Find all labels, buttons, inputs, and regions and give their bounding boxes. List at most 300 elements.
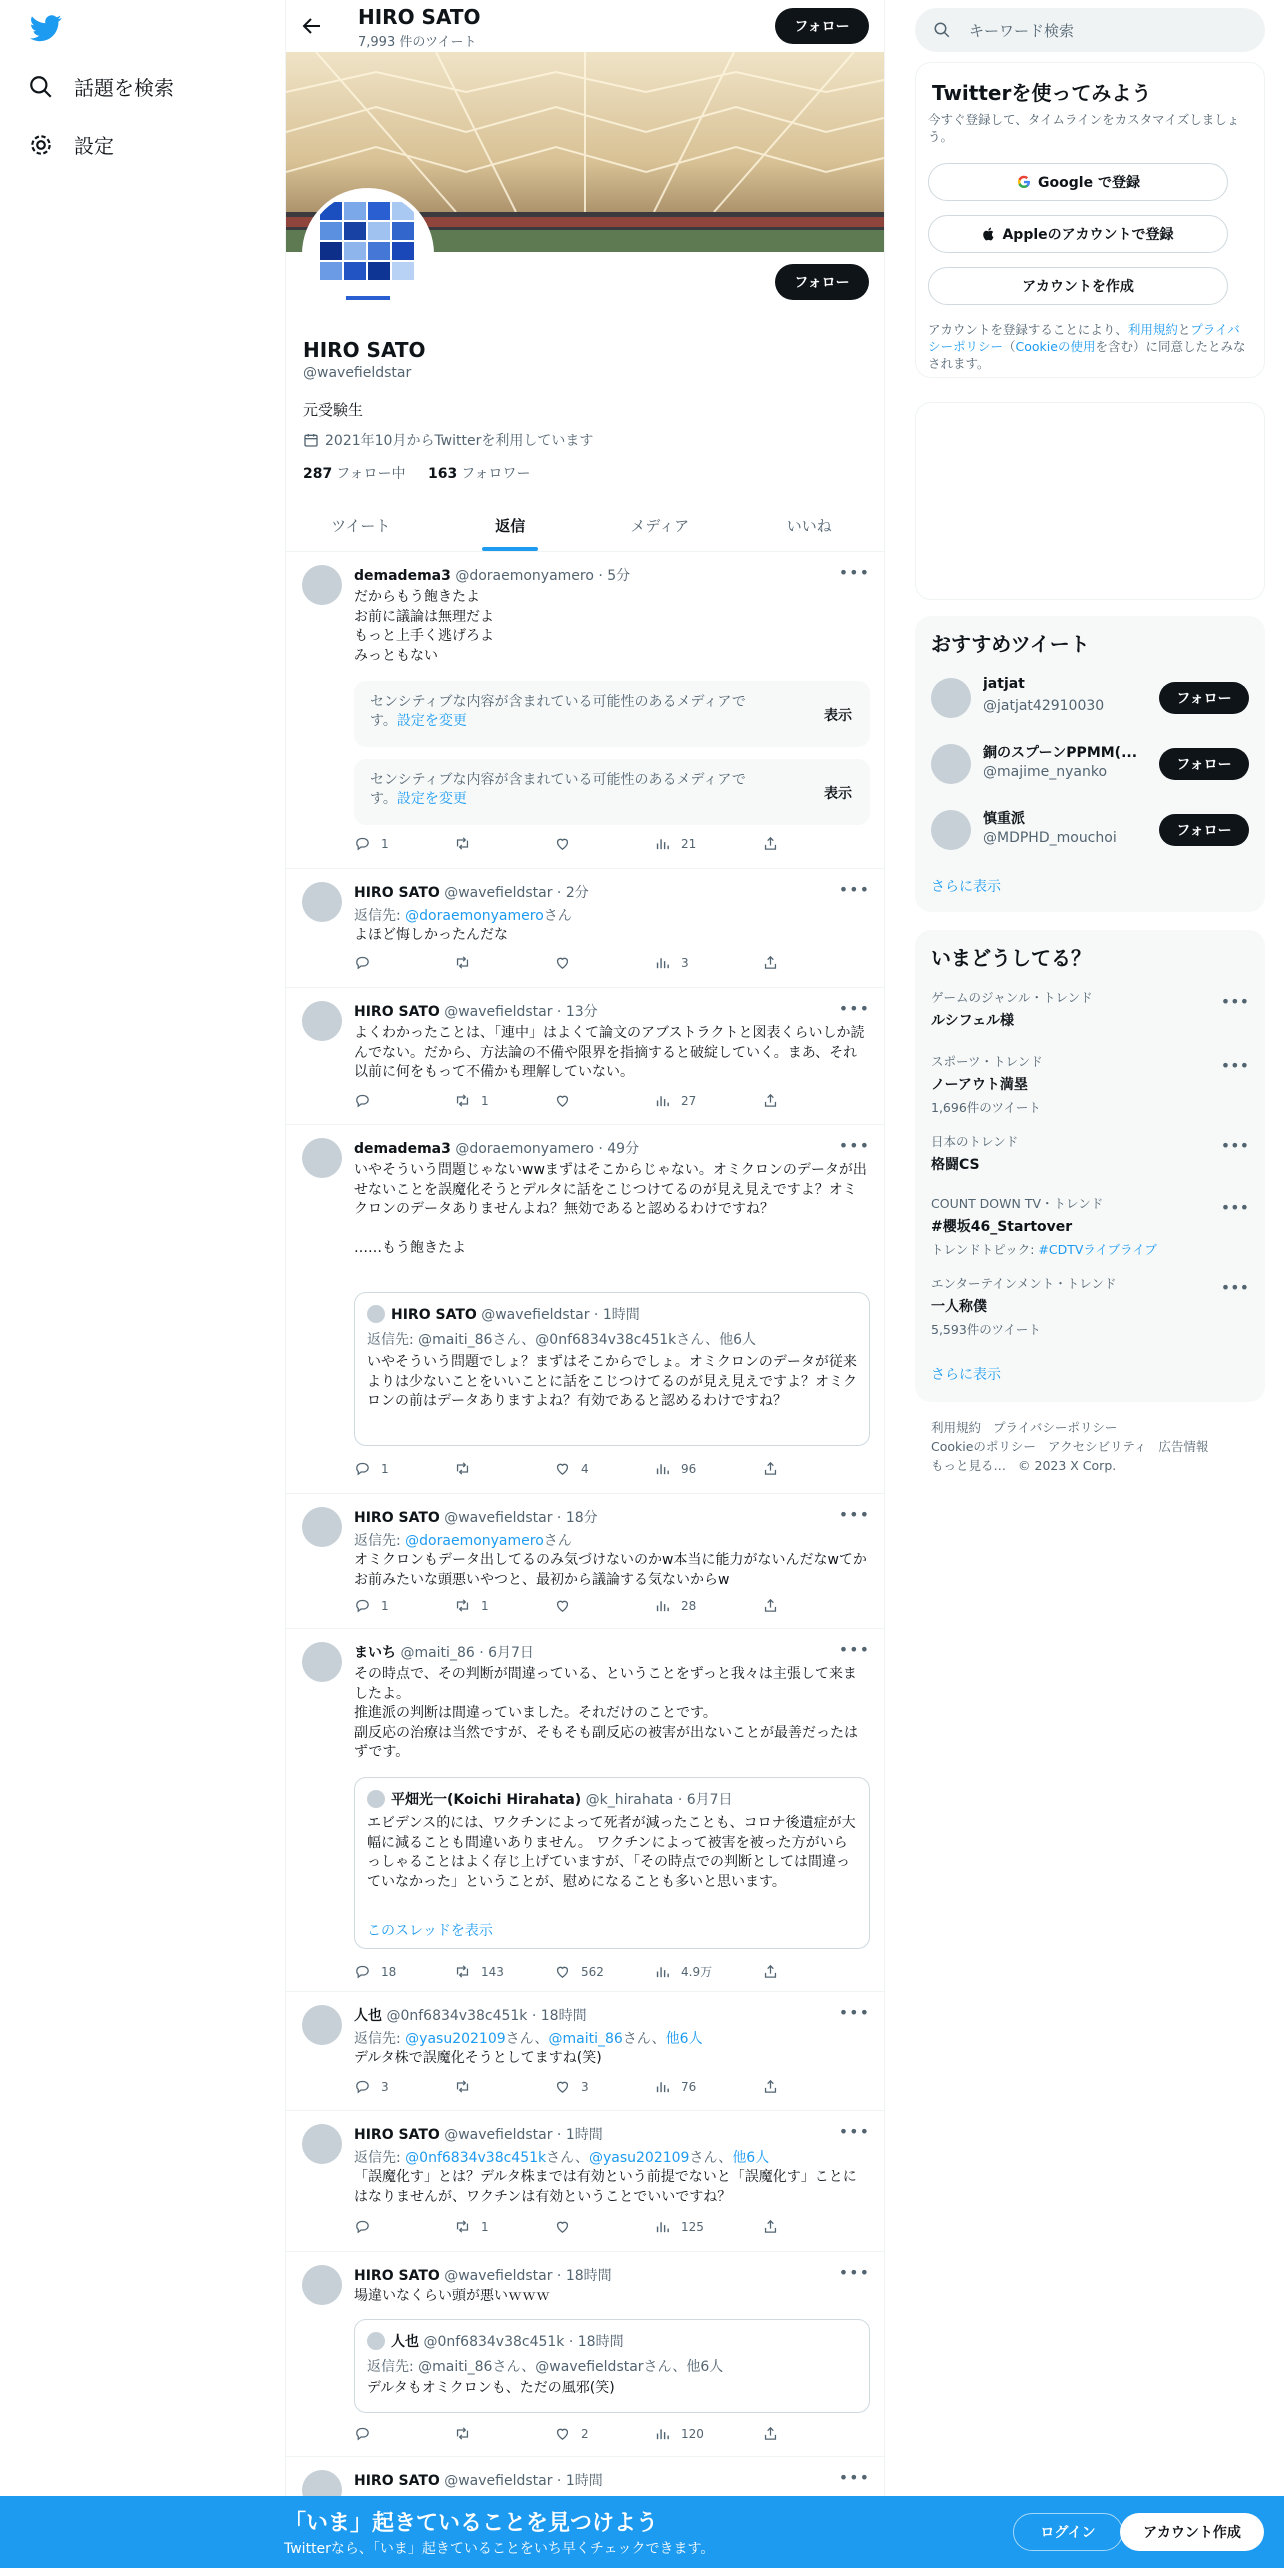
quoted-tweet[interactable] bbox=[354, 1292, 870, 1446]
privacy-link[interactable]: プライバシーポリシー bbox=[928, 322, 1240, 354]
reply-to-link[interactable]: @yasu202109 bbox=[405, 2031, 506, 2047]
tweet-item[interactable] bbox=[286, 1993, 884, 2111]
profile-header-bar bbox=[286, 0, 884, 52]
views-icon bbox=[654, 1092, 671, 1109]
more-options-icon[interactable]: ••• bbox=[1220, 1198, 1249, 1217]
tweet-avatar[interactable] bbox=[302, 1642, 342, 1682]
quoted-text: デルタもオミクロンも、ただの風邪(笑) bbox=[367, 2380, 615, 2396]
share-action[interactable] bbox=[762, 1460, 789, 1477]
nav-settings-label: 設定 bbox=[74, 134, 114, 158]
tab-likes[interactable]: いいね bbox=[786, 517, 832, 535]
tweet-actions bbox=[354, 954, 804, 974]
reply-action[interactable] bbox=[354, 835, 389, 852]
quoted-tweet[interactable] bbox=[354, 1777, 870, 1949]
tweet-actions bbox=[354, 1460, 804, 1480]
tweet-item[interactable] bbox=[286, 1630, 884, 1992]
back-arrow-icon[interactable] bbox=[300, 14, 324, 38]
profile-bio: 元受験生 bbox=[303, 401, 364, 419]
like-action[interactable] bbox=[554, 2078, 589, 2095]
trend-category: スポーツ・トレンド bbox=[931, 1054, 1043, 1069]
like-action[interactable] bbox=[554, 954, 581, 971]
signup-subtitle: 今すぐ登録して、タイムラインをカスタマイズしましょう。 bbox=[928, 112, 1240, 144]
tweet-meta: @wavefieldstar · 1時間 bbox=[444, 2127, 603, 2143]
share-action[interactable] bbox=[762, 2078, 789, 2095]
tweet-avatar[interactable] bbox=[302, 1507, 342, 1547]
calendar-icon bbox=[303, 432, 319, 448]
tweet-item[interactable] bbox=[286, 1126, 884, 1494]
retweet-count: 1 bbox=[481, 1598, 489, 1613]
rec-user[interactable] bbox=[931, 806, 1249, 854]
more-options-icon[interactable]: ••• bbox=[838, 563, 870, 582]
quoted-author-name: HIRO SATO bbox=[391, 1307, 477, 1323]
tweet-text: よほど悔しかったんだな bbox=[354, 927, 508, 943]
tweet-text: オミクロンもデータ出してるのみ気づけないのかw本当に能力がないんだなwてかお前みたいな頭悪いやつと、最初から議論する気ないからw bbox=[354, 1552, 867, 1588]
tab-tweets[interactable]: ツイート bbox=[331, 517, 391, 535]
views-action[interactable] bbox=[654, 2078, 696, 2095]
share-icon bbox=[762, 2425, 779, 2442]
reply-prefix: 返信先: bbox=[354, 2031, 406, 2047]
trend-item[interactable] bbox=[931, 1274, 1249, 1338]
tweet-author-name[interactable]: HIRO SATO bbox=[354, 2268, 440, 2284]
reply-count: 1 bbox=[381, 836, 389, 851]
apple-signup-label: Appleのアカウントで登録 bbox=[1002, 227, 1174, 243]
tweet-item[interactable] bbox=[286, 2253, 884, 2457]
footer-link[interactable]: アクセシビリティ bbox=[1047, 1439, 1147, 1454]
google-icon bbox=[1016, 174, 1032, 190]
rec-title: おすすめツイート bbox=[931, 632, 1090, 656]
rec-user[interactable] bbox=[931, 674, 1249, 722]
trend-count: 5,593件のツイート bbox=[931, 1322, 1041, 1337]
more-options-icon[interactable]: ••• bbox=[838, 2003, 870, 2022]
footer-link[interactable]: 利用規約 bbox=[931, 1420, 982, 1435]
views-action[interactable] bbox=[654, 2425, 704, 2442]
retweet-count: 143 bbox=[481, 1964, 504, 1979]
reply-to-link[interactable]: @doraemonyamero bbox=[405, 1533, 544, 1549]
tweet-avatar[interactable] bbox=[302, 1001, 342, 1041]
retweet-action[interactable] bbox=[454, 1597, 489, 1614]
views-action[interactable] bbox=[654, 1092, 696, 1109]
quoted-reply-line: 返信先: @maiti_86さん、@0nf6834v38c451kさん、他6人 bbox=[367, 1332, 757, 1348]
share-action[interactable] bbox=[762, 1963, 789, 1980]
rec-user-handle: @majime_nyanko bbox=[983, 764, 1108, 780]
like-icon bbox=[554, 2218, 571, 2235]
views-count: 28 bbox=[681, 1598, 697, 1613]
main-column bbox=[285, 0, 885, 2568]
footer-links bbox=[931, 1418, 1220, 1475]
views-count: 76 bbox=[681, 2079, 697, 2094]
apple-icon bbox=[982, 226, 996, 242]
rec-show-more-link[interactable]: さらに表示 bbox=[931, 879, 1001, 895]
views-icon bbox=[654, 835, 671, 852]
retweet-icon bbox=[454, 2218, 471, 2235]
views-count: 96 bbox=[681, 1461, 697, 1476]
retweet-icon bbox=[454, 1460, 471, 1477]
quoted-text: いやそういう問題でしょ？まずはそこからでしょ。オミクロンのデータが従来よりは少ないことをいいことに話をこじつけてるのが見え見えですよ？オミクロンの前はデータありますよね？有効であると認めるわけですね？ bbox=[367, 1354, 857, 1409]
profile-avatar[interactable] bbox=[302, 188, 434, 320]
tweet-avatar[interactable] bbox=[302, 882, 342, 922]
like-action[interactable] bbox=[554, 1460, 589, 1477]
sensitive-text: センシティブな内容が含まれている可能性のあるメディアです。 bbox=[370, 694, 746, 729]
quoted-tweet[interactable] bbox=[354, 2319, 870, 2413]
bottom-signup-bar bbox=[0, 2496, 1284, 2568]
tweet-text: その時点で、その判断が間違っている、ということをずっと我々は主張して来ましたよ。 推進派の判断は間違っていました。それだけのことです。 副反応の治療は当然ですが、そもそも副反応の被害が出ないことが最善だったはずです。 bbox=[354, 1666, 858, 1760]
more-options-icon[interactable]: ••• bbox=[838, 1640, 870, 1659]
cookie-link[interactable]: Cookieの使用 bbox=[1015, 339, 1096, 354]
tab-replies[interactable]: 返信 bbox=[436, 500, 586, 551]
who-to-follow-panel bbox=[915, 616, 1265, 912]
reply-separator: さん、 bbox=[505, 2031, 549, 2047]
trend-topic-link[interactable]: #CDTVライブライブ bbox=[1038, 1242, 1157, 1257]
trend-title: ノーアウト満塁 bbox=[931, 1077, 1028, 1093]
like-action[interactable] bbox=[554, 1597, 581, 1614]
tweet-author-name[interactable]: demadema3 bbox=[354, 1141, 451, 1157]
rec-user-name[interactable]: jatjat bbox=[983, 676, 1025, 692]
reply-action[interactable] bbox=[354, 954, 381, 971]
share-icon bbox=[762, 1963, 779, 1980]
more-options-icon[interactable]: ••• bbox=[1220, 1278, 1249, 1297]
reply-prefix: 返信先: bbox=[354, 908, 406, 924]
tweet-actions bbox=[354, 1092, 804, 1112]
reply-prefix: 返信先: bbox=[354, 1533, 406, 1549]
like-icon bbox=[554, 1092, 571, 1109]
trend-topic-prefix: トレンドトピック: bbox=[931, 1242, 1039, 1257]
bottom-bar-title: 「いま」起きていることを見つけよう bbox=[284, 2511, 659, 2536]
header-name: HIRO SATO bbox=[358, 5, 481, 29]
reply-count: 3 bbox=[381, 2079, 389, 2094]
share-action[interactable] bbox=[762, 1092, 789, 1109]
header-follow-button[interactable]: フォロー bbox=[775, 8, 869, 44]
footer-more-link[interactable]: もっと見る… bbox=[931, 1458, 1007, 1473]
tweet-meta: @wavefieldstar · 2分 bbox=[444, 885, 589, 901]
trend-item[interactable] bbox=[931, 1132, 1249, 1174]
retweet-action[interactable] bbox=[454, 2425, 481, 2442]
reply-icon bbox=[354, 2078, 371, 2095]
tweet-author-line bbox=[354, 565, 630, 585]
share-icon bbox=[762, 2078, 779, 2095]
avatar[interactable] bbox=[931, 810, 971, 850]
like-icon bbox=[554, 1597, 571, 1614]
share-action[interactable] bbox=[762, 1597, 789, 1614]
like-action[interactable] bbox=[554, 1963, 604, 1980]
show-media-button[interactable]: 表示 bbox=[824, 786, 852, 802]
reply-action[interactable] bbox=[354, 1460, 389, 1477]
tweet-item[interactable] bbox=[286, 870, 884, 988]
reply-to-link[interactable]: @0nf6834v38c451k bbox=[405, 2150, 547, 2166]
trend-title: 一人称僕 bbox=[931, 1299, 987, 1315]
reply-icon bbox=[354, 835, 371, 852]
share-action[interactable] bbox=[762, 2218, 789, 2235]
like-count: 4 bbox=[581, 1461, 589, 1476]
tweet-item[interactable] bbox=[286, 989, 884, 1125]
trend-item[interactable] bbox=[931, 988, 1249, 1030]
tweet-author-name[interactable]: 人也 bbox=[354, 2008, 382, 2024]
views-icon bbox=[654, 2078, 671, 2095]
views-count: 27 bbox=[681, 1093, 697, 1108]
reply-action[interactable] bbox=[354, 1092, 381, 1109]
reply-action[interactable] bbox=[354, 2425, 381, 2442]
trend-item[interactable] bbox=[931, 1052, 1249, 1116]
more-options-icon[interactable]: ••• bbox=[1220, 1056, 1249, 1075]
followers-link[interactable] bbox=[428, 466, 531, 482]
login-button[interactable]: ログイン bbox=[1013, 2513, 1123, 2551]
rec-follow-button[interactable]: フォロー bbox=[1159, 682, 1249, 714]
change-settings-link[interactable]: 設定を変更 bbox=[396, 713, 467, 729]
quoted-reply-line: 返信先: @maiti_86さん、@wavefieldstarさん、他6人 bbox=[367, 2359, 724, 2375]
tweet-meta: @wavefieldstar · 18分 bbox=[444, 1510, 598, 1526]
terms-text: と bbox=[1177, 322, 1191, 337]
reply-icon bbox=[354, 1460, 371, 1477]
quoted-meta: @k_hirahata · 6月7日 bbox=[585, 1792, 733, 1808]
copyright: © 2023 X Corp. bbox=[1018, 1458, 1117, 1473]
more-options-icon[interactable]: ••• bbox=[838, 1505, 870, 1524]
retweet-icon bbox=[454, 835, 471, 852]
header-tweet-count: 7,993 件のツイート bbox=[358, 35, 477, 50]
tweet-author-name[interactable]: demadema3 bbox=[354, 568, 451, 584]
tweet-text: いやそういう問題じゃないwwまずはそこからじゃない。オミクロンのデータが出せないことを誤魔化そうとデルタに話をこじつけてるのが見え見えですよ？オミクロンのデータありませんよね？無効であると認めるわけですね？ ……もう飽きたよ bbox=[354, 1162, 867, 1256]
like-action[interactable] bbox=[554, 1092, 581, 1109]
reply-count: 18 bbox=[381, 1964, 397, 1979]
tweet-author-name[interactable]: HIRO SATO bbox=[354, 885, 440, 901]
quoted-author-name: 平畑光一(Koichi Hirahata) bbox=[391, 1792, 582, 1808]
nav-explore[interactable] bbox=[28, 72, 174, 101]
like-action[interactable] bbox=[554, 2425, 589, 2442]
retweet-action[interactable] bbox=[454, 2078, 481, 2095]
share-action[interactable] bbox=[762, 2425, 789, 2442]
tweet-text: だからもう飽きたよ お前に議論は無理だよ もっと上手く逃げろよ みっともない bbox=[354, 589, 494, 664]
views-icon bbox=[654, 1963, 671, 1980]
reply-icon bbox=[354, 1092, 371, 1109]
tweet-avatar[interactable] bbox=[302, 2005, 342, 2045]
search-icon bbox=[933, 21, 951, 39]
signup-button[interactable]: アカウント作成 bbox=[1120, 2513, 1264, 2551]
like-icon bbox=[554, 2425, 571, 2442]
terms-link[interactable]: 利用規約 bbox=[1127, 322, 1178, 337]
sensitive-media-notice bbox=[354, 681, 870, 747]
reply-separator: さん、 bbox=[546, 2150, 589, 2166]
reply-action[interactable] bbox=[354, 1963, 396, 1980]
avatar[interactable] bbox=[931, 744, 971, 784]
share-action[interactable] bbox=[762, 954, 789, 971]
tweet-meta: @wavefieldstar · 1時間 bbox=[444, 2473, 603, 2489]
retweet-action[interactable] bbox=[454, 1963, 504, 1980]
retweet-icon bbox=[454, 2425, 471, 2442]
views-count: 4.9万 bbox=[681, 1965, 713, 1979]
more-options-icon[interactable]: ••• bbox=[1220, 992, 1249, 1011]
trends-title: いまどうしてる？ bbox=[931, 946, 1091, 970]
views-icon bbox=[654, 2218, 671, 2235]
share-icon bbox=[762, 1460, 779, 1477]
rec-user[interactable] bbox=[931, 740, 1249, 788]
google-signup-button[interactable] bbox=[928, 163, 1228, 201]
like-action[interactable] bbox=[554, 2218, 581, 2235]
tweet-author-name[interactable]: HIRO SATO bbox=[354, 2473, 440, 2489]
reply-action[interactable] bbox=[354, 2078, 389, 2095]
profile-handle: @wavefieldstar bbox=[303, 365, 412, 381]
following-count: 287 bbox=[303, 466, 333, 482]
like-count: 2 bbox=[581, 2426, 589, 2441]
trend-title: 格闘CS bbox=[931, 1157, 980, 1173]
show-thread-link[interactable]: このスレッドを表示 bbox=[367, 1923, 493, 1939]
tweet-text: 場違いなくらい頭が悪いｗｗｗ bbox=[354, 2288, 550, 2304]
signup-title: Twitterを使ってみよう bbox=[932, 81, 1152, 105]
like-count: 3 bbox=[581, 2079, 589, 2094]
reply-action[interactable] bbox=[354, 2218, 381, 2235]
tweet-item[interactable] bbox=[286, 553, 884, 869]
share-action[interactable] bbox=[762, 835, 789, 852]
avatar[interactable] bbox=[931, 678, 971, 718]
search-box[interactable] bbox=[915, 8, 1265, 52]
tweet-item[interactable] bbox=[286, 1495, 884, 1629]
rec-user-handle: @jatjat42910030 bbox=[983, 698, 1105, 714]
followers-count: 163 bbox=[428, 466, 458, 482]
profile-join-date bbox=[303, 430, 593, 450]
right-sidebar bbox=[915, 0, 1265, 1500]
views-action[interactable] bbox=[654, 1460, 696, 1477]
tweet-actions bbox=[354, 2218, 804, 2238]
reply-to-link[interactable]: @maiti_86 bbox=[548, 2031, 623, 2047]
footer-link[interactable]: プライバシーポリシー bbox=[993, 1420, 1118, 1435]
reply-count: 1 bbox=[381, 1598, 389, 1613]
share-icon bbox=[762, 954, 779, 971]
tweet-text: デルタ株で誤魔化そうとしてますね(笑) bbox=[354, 2050, 602, 2066]
footer-link[interactable]: 広告情報 bbox=[1158, 1439, 1209, 1454]
tweet-actions bbox=[354, 835, 804, 855]
rec-user-name[interactable]: 慎重派 bbox=[983, 811, 1025, 827]
more-options-icon[interactable]: ••• bbox=[838, 2122, 870, 2141]
following-label: フォロー中 bbox=[336, 466, 406, 482]
reply-others-link[interactable]: 他6人 bbox=[665, 2031, 703, 2047]
views-action[interactable] bbox=[654, 835, 696, 852]
retweet-action[interactable] bbox=[454, 954, 481, 971]
more-options-icon[interactable]: ••• bbox=[838, 2468, 870, 2487]
reply-others-link[interactable]: 他6人 bbox=[732, 2150, 770, 2166]
reply-icon bbox=[354, 1597, 371, 1614]
tweet-meta: @maiti_86 · 6月7日 bbox=[400, 1645, 534, 1661]
views-action[interactable] bbox=[654, 954, 689, 971]
tweet-meta: @0nf6834v38c451k · 18時間 bbox=[386, 2008, 587, 2024]
more-options-icon[interactable]: ••• bbox=[838, 880, 870, 899]
retweet-action[interactable] bbox=[454, 2218, 489, 2235]
profile-follow-stats bbox=[303, 463, 531, 483]
reply-prefix: 返信先: bbox=[354, 2150, 406, 2166]
quoted-text: エビデンス的には、ワクチンによって死者が減ったことも、コロナ後遺症が大幅に減ることも間違いありません。 ワクチンによって被害を被った方がいらっしゃることはよく存じ上げていますが、「その時点での判断としては間違っていなかった」ということが、慰めになることも多いと思います。 bbox=[367, 1815, 856, 1890]
empty-panel bbox=[915, 402, 1265, 600]
views-count: 120 bbox=[681, 2426, 704, 2441]
share-icon bbox=[762, 2218, 779, 2235]
tweet-author-name[interactable]: HIRO SATO bbox=[354, 1510, 440, 1526]
change-settings-link[interactable]: 設定を変更 bbox=[396, 791, 467, 807]
tweet-author-name[interactable]: HIRO SATO bbox=[354, 1004, 440, 1020]
terms-text: （ bbox=[1003, 339, 1016, 354]
tweet-avatar[interactable] bbox=[302, 565, 342, 605]
reply-to-line bbox=[354, 905, 572, 925]
reply-separator: さん、 bbox=[689, 2150, 733, 2166]
trend-category: 日本のトレンド bbox=[931, 1134, 1019, 1149]
quoted-meta: @wavefieldstar · 1時間 bbox=[481, 1307, 640, 1323]
like-icon bbox=[554, 835, 571, 852]
retweet-icon bbox=[454, 1597, 471, 1614]
views-icon bbox=[654, 954, 671, 971]
nav-settings[interactable] bbox=[28, 130, 114, 159]
terms-text: アカウントを登録することにより、 bbox=[928, 322, 1128, 337]
reply-separator: さん、 bbox=[622, 2031, 666, 2047]
tweet-item[interactable] bbox=[286, 2112, 884, 2252]
trend-title: ルシフェル様 bbox=[931, 1013, 1014, 1029]
reply-to-link[interactable]: @yasu202109 bbox=[588, 2150, 690, 2166]
trends-show-more-link[interactable]: さらに表示 bbox=[931, 1367, 1001, 1383]
footer-link[interactable]: Cookieのポリシー bbox=[931, 1439, 1036, 1454]
views-action[interactable] bbox=[654, 1963, 712, 1980]
sensitive-media-notice bbox=[354, 759, 870, 825]
retweet-action[interactable] bbox=[454, 1092, 489, 1109]
reply-to-line bbox=[354, 2147, 769, 2167]
rec-follow-button[interactable]: フォロー bbox=[1159, 748, 1249, 780]
views-action[interactable] bbox=[654, 1597, 696, 1614]
retweet-count: 1 bbox=[481, 2219, 489, 2234]
tweet-meta: @doraemonyamero · 5分 bbox=[455, 568, 631, 584]
quoted-meta: @0nf6834v38c451k · 18時間 bbox=[423, 2334, 624, 2350]
twitter-bird-logo-icon[interactable] bbox=[30, 12, 62, 44]
following-link[interactable] bbox=[303, 466, 406, 482]
reply-suffix: さん bbox=[543, 908, 572, 924]
tweet-author-name[interactable]: まいち bbox=[354, 1645, 396, 1661]
tweet-avatar[interactable] bbox=[302, 2265, 342, 2305]
retweet-icon bbox=[454, 1092, 471, 1109]
rec-follow-button[interactable]: フォロー bbox=[1159, 814, 1249, 846]
views-action[interactable] bbox=[654, 2218, 704, 2235]
tweet-item[interactable] bbox=[286, 2458, 884, 2496]
reply-to-link[interactable]: @doraemonyamero bbox=[405, 908, 544, 924]
like-action[interactable] bbox=[554, 835, 581, 852]
search-input[interactable]: キーワード検索 bbox=[969, 21, 1075, 40]
signup-panel bbox=[915, 62, 1265, 378]
nav-explore-label: 話題を検索 bbox=[74, 76, 174, 100]
retweet-action[interactable] bbox=[454, 1460, 481, 1477]
retweet-icon bbox=[454, 954, 471, 971]
more-options-icon[interactable]: ••• bbox=[838, 1136, 870, 1155]
profile-follow-button[interactable]: フォロー bbox=[775, 264, 869, 300]
reply-action[interactable] bbox=[354, 1597, 389, 1614]
share-icon bbox=[762, 1597, 779, 1614]
apple-signup-button[interactable] bbox=[928, 215, 1228, 253]
views-icon bbox=[654, 1460, 671, 1477]
reply-suffix: さん bbox=[543, 1533, 572, 1549]
tweet-actions bbox=[354, 2078, 804, 2098]
retweet-icon bbox=[454, 2078, 471, 2095]
trend-topic bbox=[931, 1240, 1249, 1258]
more-options-icon[interactable]: ••• bbox=[838, 999, 870, 1018]
trend-item[interactable] bbox=[931, 1194, 1249, 1258]
tweet-avatar[interactable] bbox=[302, 1138, 342, 1178]
share-icon bbox=[762, 835, 779, 852]
create-account-button[interactable]: アカウントを作成 bbox=[928, 267, 1228, 305]
tweet-author-name[interactable]: HIRO SATO bbox=[354, 2127, 440, 2143]
tweet-text: 「誤魔化す」とは？デルタ株までは有効という前提でないと「誤魔化す」ことにはなりませんが、ワクチンは有効ということでいいですね？ bbox=[354, 2169, 857, 2205]
retweet-count: 1 bbox=[481, 1093, 489, 1108]
rec-user-name[interactable]: 銅のスプーンPPMM(... bbox=[983, 745, 1138, 761]
more-options-icon[interactable]: ••• bbox=[1220, 1136, 1249, 1155]
bottom-bar-subtitle: Twitterなら、「いま」起きていることをいち早くチェックできます。 bbox=[284, 2541, 715, 2557]
gear-icon bbox=[28, 132, 54, 158]
quoted-avatar bbox=[367, 2332, 385, 2350]
more-options-icon[interactable]: ••• bbox=[838, 2263, 870, 2282]
retweet-action[interactable] bbox=[454, 835, 481, 852]
show-media-button[interactable]: 表示 bbox=[824, 708, 852, 724]
tab-media[interactable]: メディア bbox=[630, 517, 690, 535]
reply-icon bbox=[354, 954, 371, 971]
sensitive-text: センシティブな内容が含まれている可能性のあるメディアです。 bbox=[370, 772, 746, 807]
tweet-avatar[interactable] bbox=[302, 2124, 342, 2164]
